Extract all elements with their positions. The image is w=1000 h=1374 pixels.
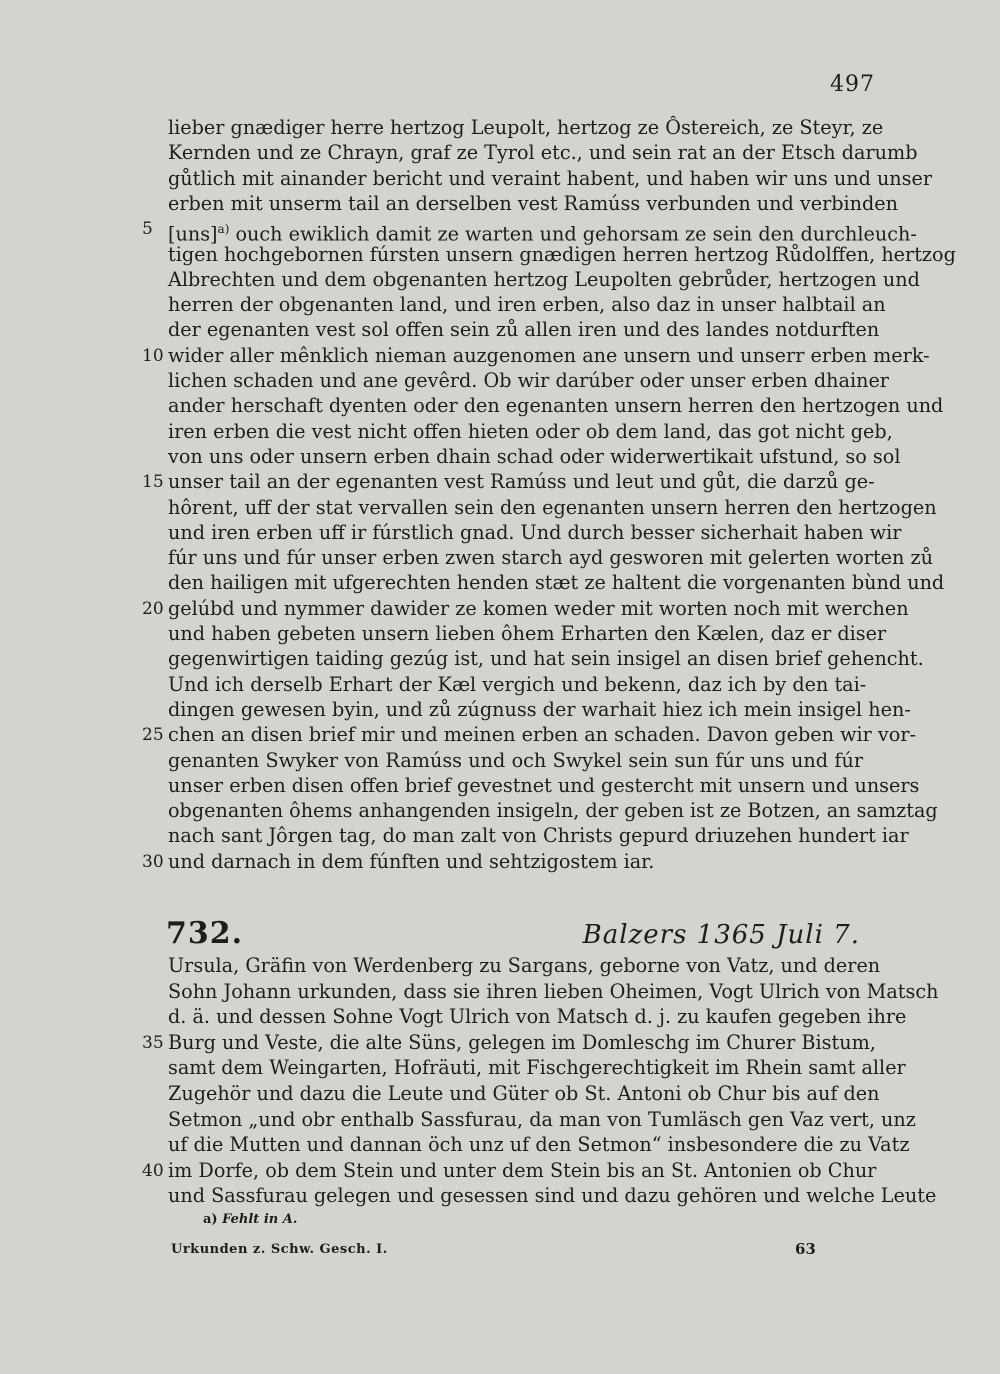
text-line: lieber gnædiger herre hertzog Leupolt, hertzog ze Ôstereich, ze Steyr, ze <box>168 116 884 139</box>
text-line: hôrent, uff der stat vervallen sein den egenanten unsern herren den hertzogen <box>168 495 937 519</box>
footnote-text: Fehlt in A. <box>222 1212 298 1227</box>
text-line: genanten Swyker von Ramúss und och Swykel sein sun fúr uns und fúr <box>168 748 863 772</box>
text-line: ander herschaft dyenten oder den egenanten unsern herren den hertzogen und <box>168 394 944 418</box>
text-line: Setmon „und obr enthalb Sassfurau, da man von Tumläsch gen Vaz vert, unz <box>168 1107 916 1131</box>
text-line: der egenanten vest sol offen sein zů allen iren und des landes notdurften <box>168 318 880 342</box>
text-line: samt dem Weingarten, Hofräuti, mit Fischgerechtigkeit im Rhein samt aller <box>168 1056 906 1080</box>
document-place-date: Balzers 1365 Juli 7. <box>582 920 860 950</box>
page-number: 497 <box>830 72 875 97</box>
line-number: 25 <box>142 725 164 746</box>
text-line: fúr uns und fúr unser erben zwen starch ayd gesworen mit gelerten worten zů <box>168 546 933 570</box>
text-line: Sohn Johann urkunden, dass sie ihren lieben Oheimen, Vogt Ulrich von Matsch <box>168 979 939 1003</box>
line-number: 35 <box>142 1032 164 1053</box>
text-line: iren erben die vest nicht offen hieten oder ob dem land, das got nicht geb, <box>168 419 893 443</box>
line-number: 15 <box>142 472 164 493</box>
footnote-mark: a) <box>203 1212 218 1227</box>
footer-signature: 63 <box>795 1240 816 1258</box>
text-line: im Dorfe, ob dem Stein und unter dem Stein bis an St. Antonien ob Chur <box>168 1158 877 1182</box>
text-line: von uns oder unsern erben dhain schad oder widerwertikait ufstund, so sol <box>168 444 901 468</box>
text-line: Und ich derselb Erhart der Kæl vergich und bekenn, daz ich by den tai- <box>168 672 867 696</box>
text-line: dingen gewesen byin, und zů zúgnuss der warhait hiez ich mein insigel hen- <box>168 697 911 721</box>
text-line: lichen schaden und ane gevêrd. Ob wir darúber oder unser erben dhainer <box>168 369 889 392</box>
text-line: tigen hochgebornen fúrsten unsern gnædigen herren hertzog Růdolffen, hertzog <box>168 242 956 266</box>
line-number: 5 <box>142 219 153 240</box>
text-line: Albrechten und dem obgenanten hertzog Leupolten gebrůder, hertzogen und <box>168 267 920 291</box>
line-number: 10 <box>142 345 164 366</box>
text-line: herren der obgenanten land, und iren erben, also daz in unser halbtail an <box>168 293 886 317</box>
text-line: gůtlich mit ainander bericht und veraint habent, und haben wir uns und unser <box>168 166 933 190</box>
text-line: und iren erben uff ir fúrstlich gnad. Und durch besser sicherhait haben wir <box>168 520 902 544</box>
text-line: [uns]$^{a)}$ ouch ewiklich damit ze warten und gehorsam ze sein den durchleuch- <box>168 222 917 246</box>
text-line: den hailigen mit ufgerechten henden stæt ze haltent die vorgenanten bùnd und <box>168 571 945 595</box>
footnote <box>203 1212 297 1227</box>
text-line: nach sant Jôrgen tag, do man zalt von Christs gepurd driuzehen hundert iar <box>168 824 909 848</box>
text-line: chen an disen brief mir und meinen erben an schaden. Davon geben wir vor- <box>168 723 916 747</box>
text-line: und Sassfurau gelegen und gesessen sind und dazu gehören und welche Leute <box>168 1184 937 1208</box>
text-line: und darnach in dem fúnften und sehtzigostem iar. <box>168 849 655 873</box>
text-line: Kernden und ze Chrayn, graf ze Tyrol etc., und sein rat an der Etsch darumb <box>168 141 918 165</box>
text-line: unser erben disen offen brief gevestnet und gestercht mit unsern und unsers <box>168 773 920 797</box>
text-line: gelúbd und nymmer dawider ze komen weder mit worten noch mit werchen <box>168 596 909 620</box>
text-line: gegenwirtigen taiding gezúg ist, und hat sein insigel an disen brief gehencht. <box>168 647 924 671</box>
line-number: 40 <box>142 1160 164 1181</box>
text-line: Burg und Veste, die alte Süns, gelegen im Domleschg im Churer Bistum, <box>168 1030 876 1054</box>
footer-title: Urkunden z. Schw. Gesch. I. <box>171 1242 388 1257</box>
text-line: erben mit unserm tail an derselben vest Ramúss verbunden und verbinden <box>168 191 899 215</box>
text-line: d. ä. und dessen Sohne Vogt Ulrich von Matsch d. j. zu kaufen gegeben ihre <box>168 1005 907 1029</box>
text-line: obgenanten ôhems anhangenden insigeln, der geben ist ze Botzen, an samztag <box>168 799 938 823</box>
text-line: Ursula, Gräfin von Werdenberg zu Sargans, geborne von Vatz, und deren <box>168 954 881 977</box>
text-line: und haben gebeten unsern lieben ôhem Erharten den Kælen, daz er diser <box>168 622 887 645</box>
text-line: uf die Mutten und dannan öch unz uf den Setmon“ insbesondere die zu Vatz <box>168 1133 910 1157</box>
text-line: Zugehör und dazu die Leute und Güter ob St. Antoni ob Chur bis auf den <box>168 1082 880 1105</box>
text-line: wider aller mênklich nieman auzgenomen ane unsern und unserr erben merk- <box>168 343 930 367</box>
text-line: unser tail an der egenanten vest Ramúss und leut und gůt, die darzů ge- <box>168 470 875 494</box>
line-number: 30 <box>142 851 164 872</box>
document-number: 732. <box>166 916 244 951</box>
line-number: 20 <box>142 598 164 619</box>
